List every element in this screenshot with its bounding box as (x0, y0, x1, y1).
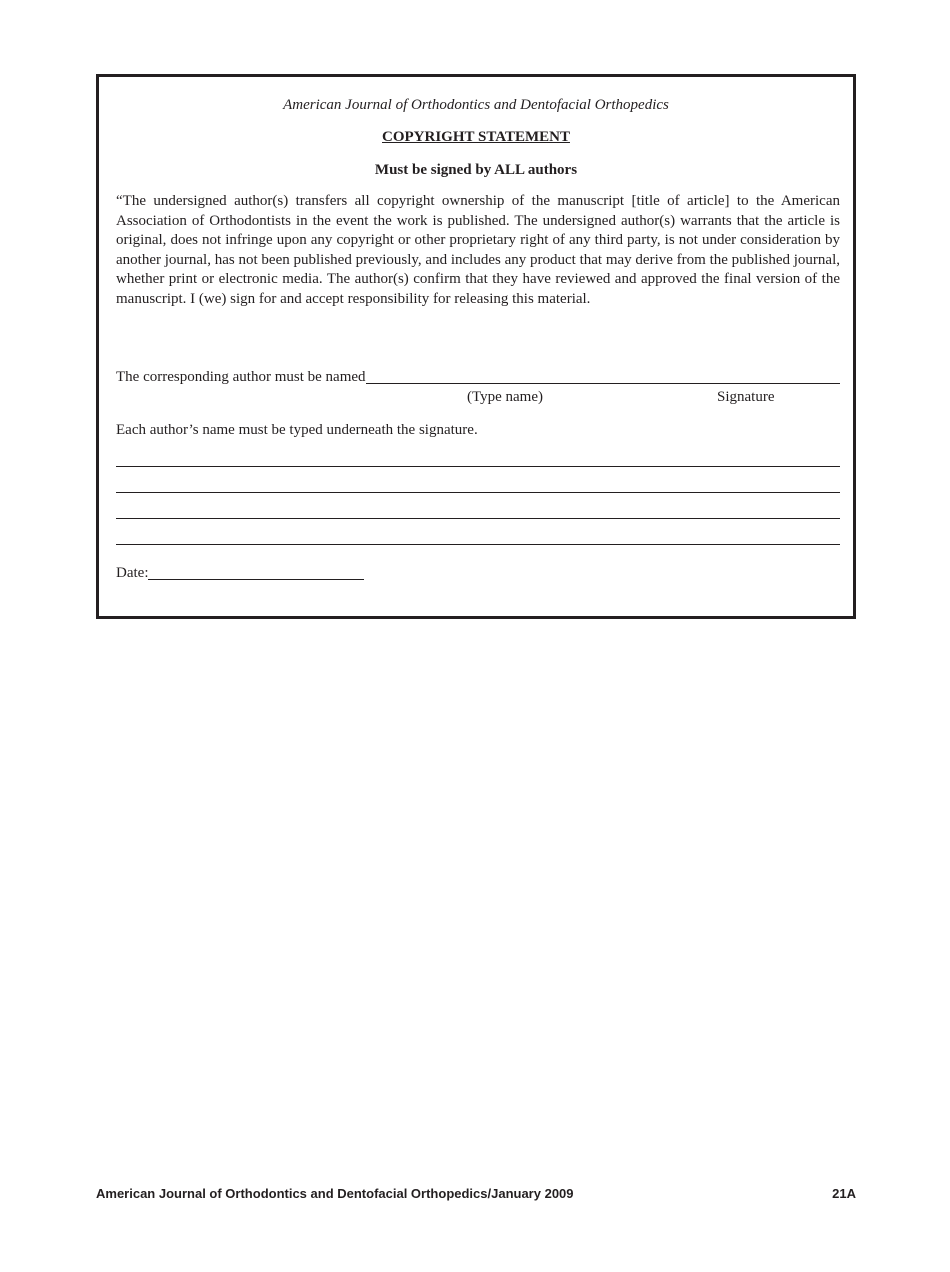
footer-journal-issue: American Journal of Orthodontics and Dentofacial Orthopedics/January 2009 (96, 1186, 574, 1201)
each-author-note: Each author’s name must be typed underneath the signature. (116, 422, 478, 438)
statement-title: COPYRIGHT STATEMENT (382, 129, 570, 145)
date-line[interactable] (148, 565, 364, 580)
corresponding-author-label: The corresponding author must be named (116, 369, 366, 385)
author-signature-line[interactable] (116, 544, 840, 545)
corresponding-author-row (116, 368, 840, 386)
signed-note: Must be signed by ALL authors (374, 162, 578, 178)
date-label: Date: (116, 565, 149, 581)
author-signature-line[interactable] (116, 492, 840, 493)
signature-caption: Signature (717, 389, 775, 405)
copyright-body-text: “The undersigned author(s) transfers all copyright ownership of the manuscript [title of article] to the American Association of Orthodontists in the event the work is published. The undersigned author(s) warrants that the article is original, does not infringe upon any copyright or other proprietary right of any third party, is not under consideration by another journal, has not been published previously, and includes any product that may derive from the published journal, whether print or electronic media. The author(s) confirm that they have reviewed and approved the final version of the manuscript. I (we) sign for and accept responsibility for releasing this material. (116, 193, 840, 307)
author-signature-line[interactable] (116, 466, 840, 467)
copyright-form (96, 74, 856, 619)
corresponding-author-line[interactable] (366, 369, 840, 384)
footer-page-number: 21A (832, 1186, 856, 1201)
journal-title: American Journal of Orthodontics and Dentofacial Orthopedics (283, 97, 669, 113)
author-signature-line[interactable] (116, 518, 840, 519)
type-name-caption: (Type name) (467, 389, 543, 405)
date-row (116, 564, 364, 582)
